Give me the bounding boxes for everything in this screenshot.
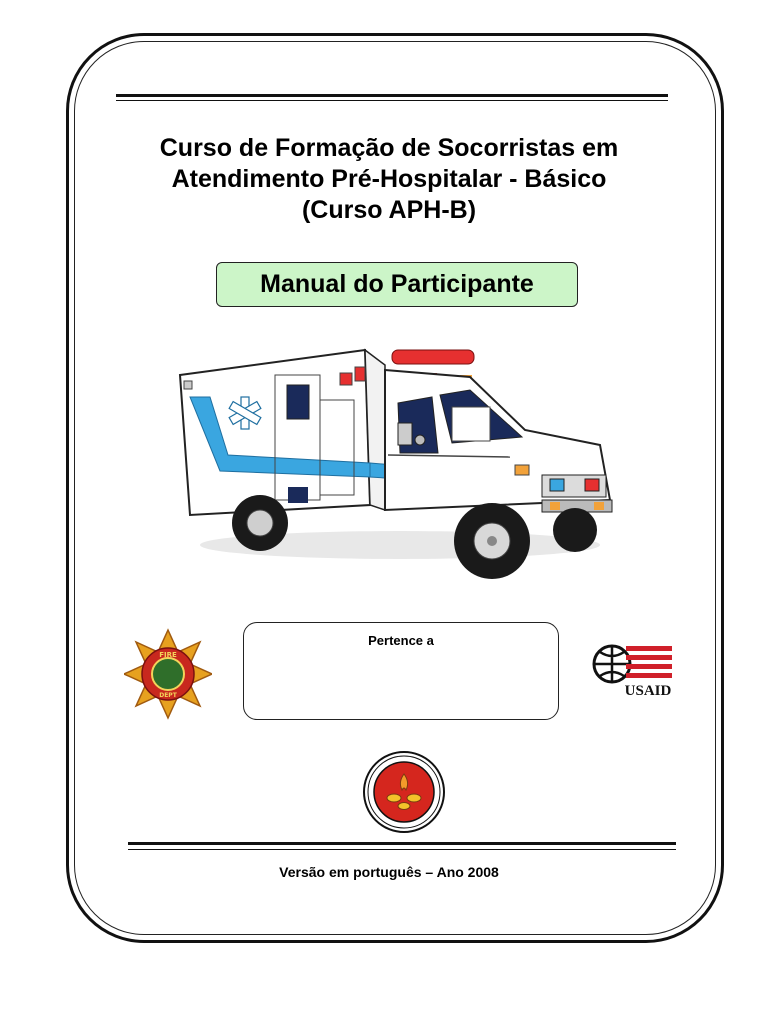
fire-department-seal-icon	[124, 628, 212, 720]
corpo-de-bombeiros-seal-icon	[362, 750, 446, 834]
bottom-divider-thin	[128, 849, 676, 850]
title-line-3: (Curso APH-B)	[301, 196, 477, 224]
title-line-2: Atendimento Pré-Hospitalar - Básico	[171, 165, 607, 193]
owner-label: Pertence a	[368, 633, 434, 648]
top-divider-thin	[116, 100, 668, 101]
ambulance-icon	[170, 345, 620, 585]
usaid-logo-icon	[590, 638, 678, 698]
subtitle-box	[216, 262, 578, 307]
svg-text:FIRE: FIRE	[159, 651, 177, 659]
subtitle-text: Manual do Participante	[260, 270, 534, 298]
document-title	[96, 133, 682, 226]
owner-field-box[interactable]	[243, 622, 559, 720]
footer-version: Versão em português – Ano 2008	[279, 864, 499, 880]
title-line-1: Curso de Formação de Socorristas em	[159, 134, 619, 162]
top-divider	[116, 94, 668, 97]
bottom-divider	[128, 842, 676, 845]
svg-text:DEPT: DEPT	[159, 692, 177, 699]
svg-text:USAID: USAID	[624, 683, 672, 698]
